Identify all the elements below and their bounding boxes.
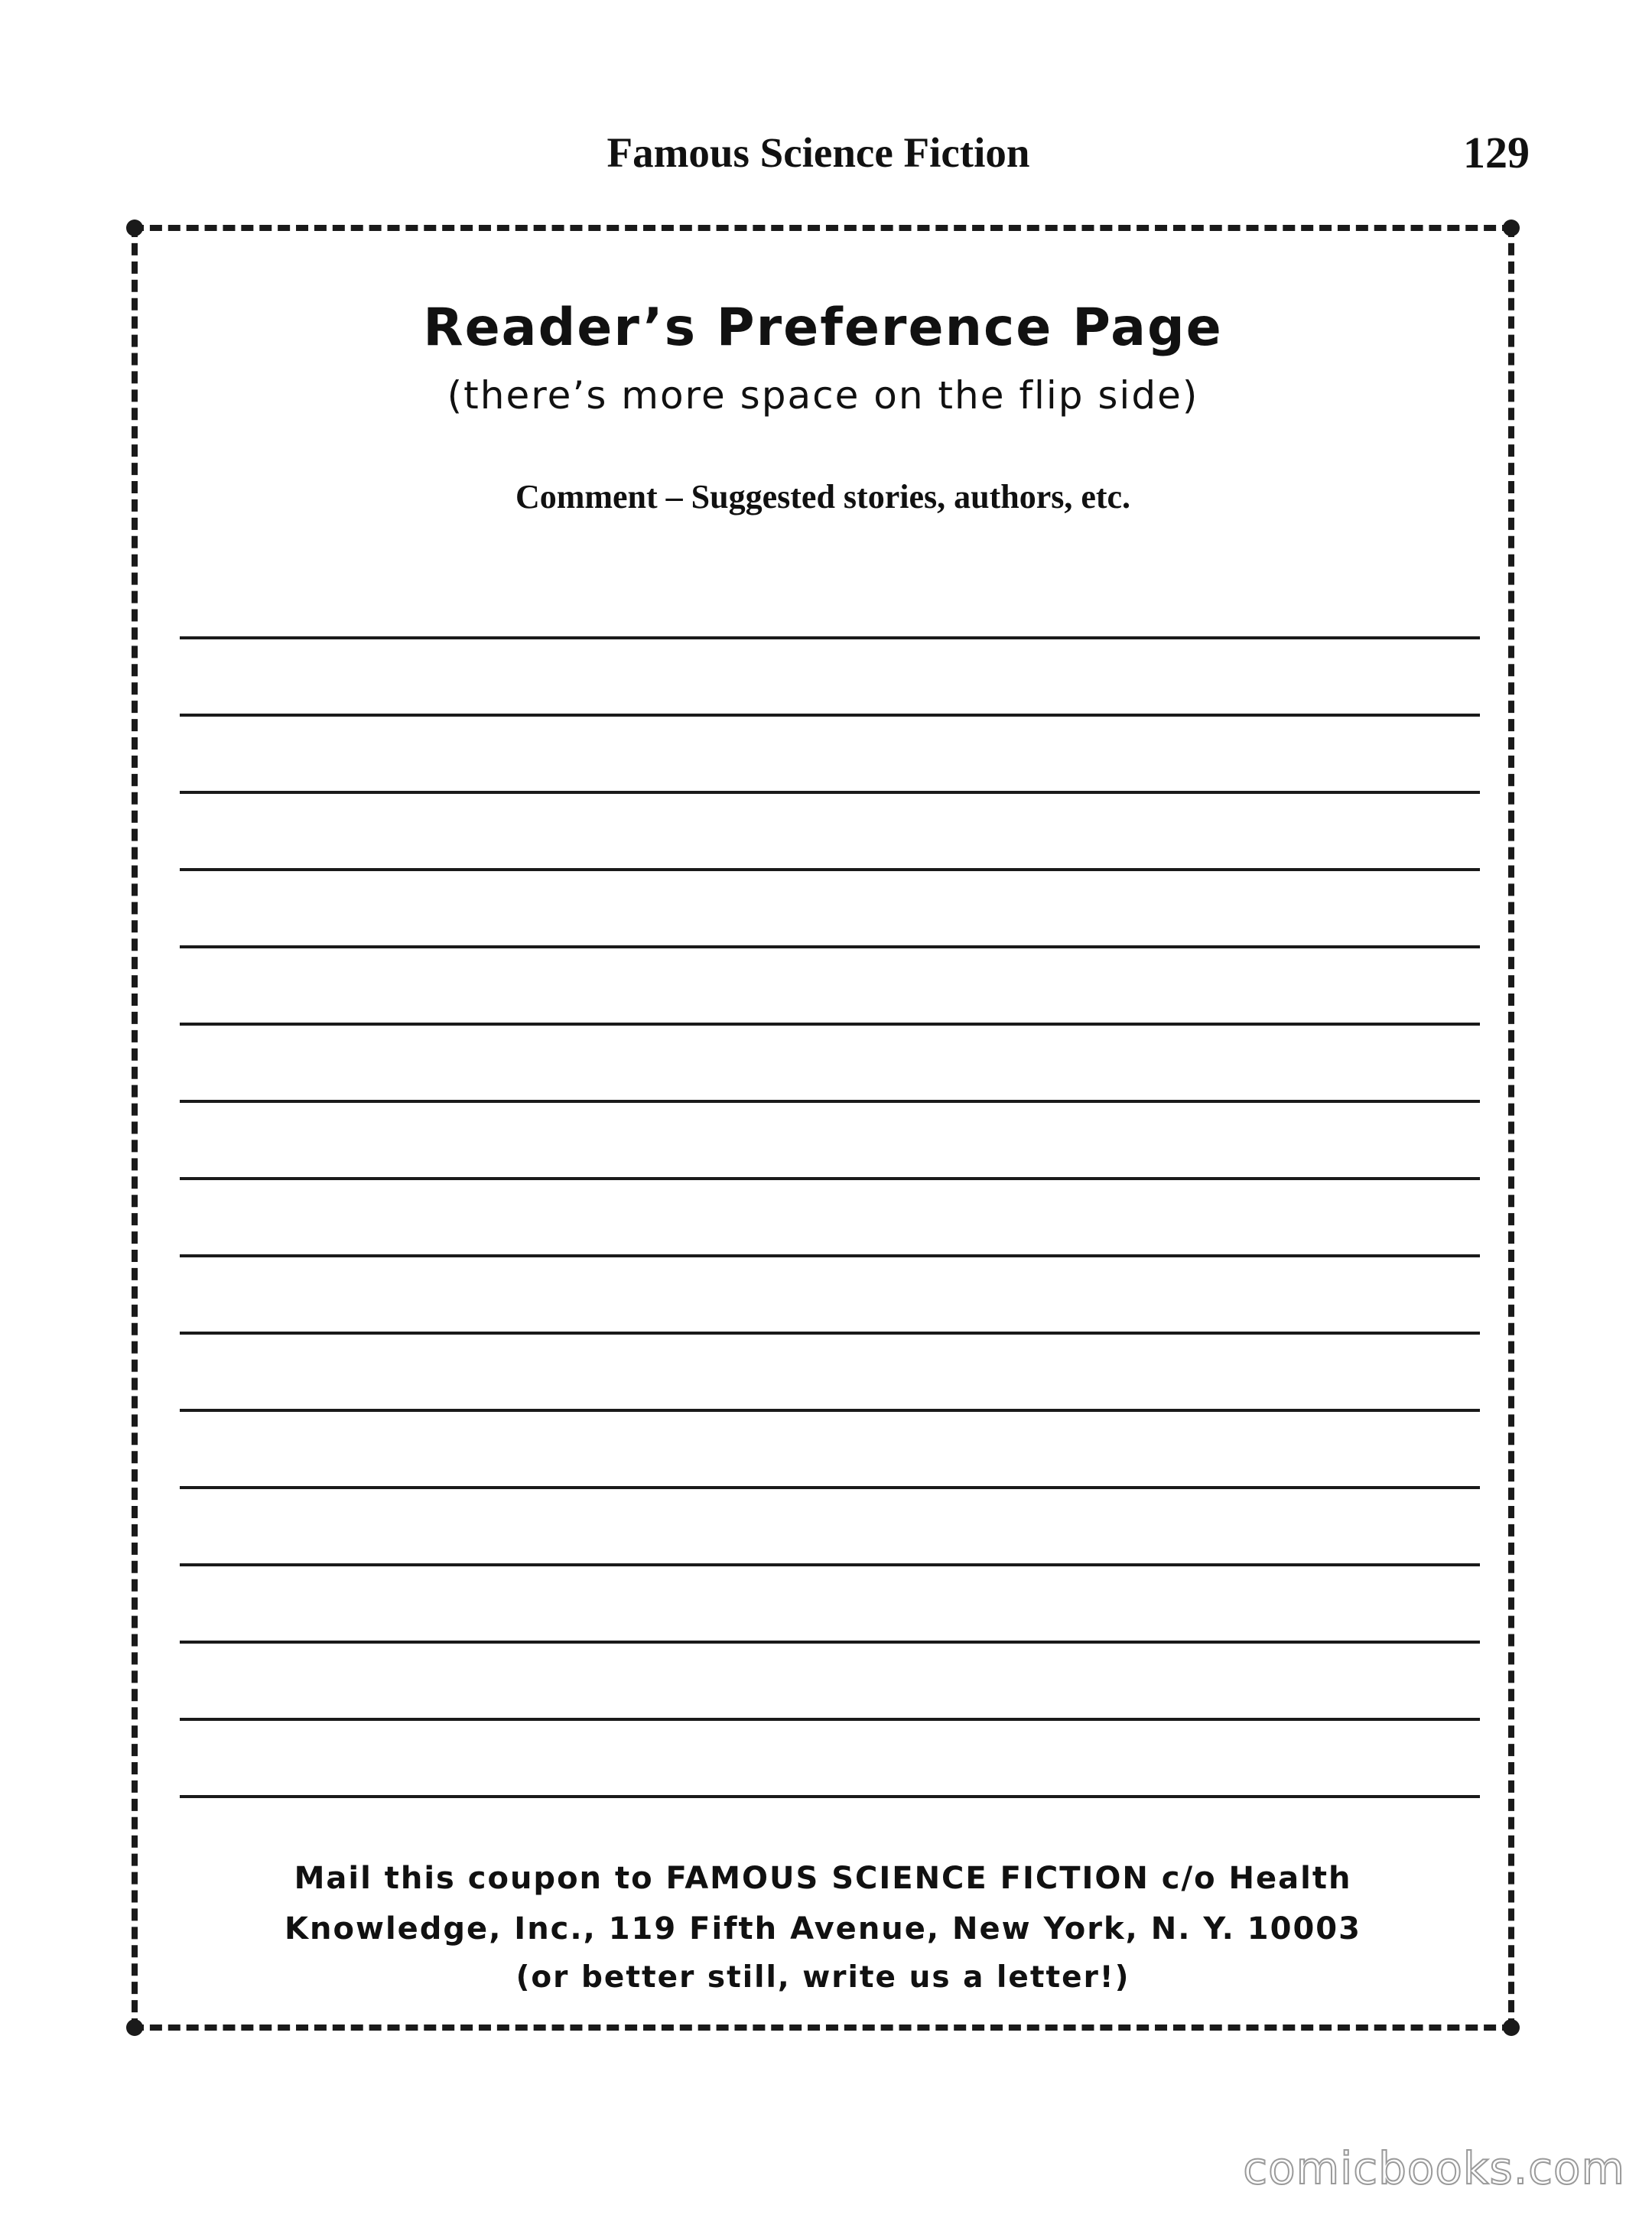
- form-title: Reader’s Preference Page: [423, 298, 1223, 358]
- comment-write-line[interactable]: [180, 1718, 1480, 1721]
- comment-write-line[interactable]: [180, 714, 1480, 717]
- page-number: 129: [1463, 128, 1530, 177]
- comment-write-line[interactable]: [180, 945, 1480, 948]
- comment-write-line[interactable]: [180, 1486, 1480, 1489]
- mailing-instructions-line-2: Knowledge, Inc., 119 Fifth Avenue, New York, N. Y. 10003: [285, 1911, 1361, 1946]
- frame-corner-ornament: [126, 220, 143, 236]
- comment-write-line[interactable]: [180, 636, 1480, 639]
- comment-write-line[interactable]: [180, 1563, 1480, 1566]
- site-watermark: comicbooks.com: [1243, 2142, 1625, 2194]
- running-head: [0, 122, 1652, 184]
- comment-write-line[interactable]: [180, 868, 1480, 871]
- comment-write-line[interactable]: [180, 1177, 1480, 1180]
- comment-write-line[interactable]: [180, 1100, 1480, 1103]
- comment-write-line[interactable]: [180, 1332, 1480, 1335]
- magazine-title: Famous Science Fiction: [606, 129, 1030, 176]
- frame-corner-ornament: [1503, 220, 1520, 236]
- comment-write-line[interactable]: [180, 1641, 1480, 1644]
- frame-corner-ornament: [126, 2019, 143, 2036]
- mailing-instructions-line-1: Mail this coupon to FAMOUS SCIENCE FICTION c/o Health: [294, 1861, 1352, 1896]
- comment-write-line[interactable]: [180, 1795, 1480, 1798]
- frame-corner-ornament: [1503, 2019, 1520, 2036]
- comment-write-line[interactable]: [180, 1254, 1480, 1257]
- comment-write-line[interactable]: [180, 1409, 1480, 1412]
- comment-write-line[interactable]: [180, 791, 1480, 794]
- form-subtitle: (there’s more space on the flip side): [447, 373, 1199, 418]
- comment-prompt: Comment – Suggested stories, authors, etc.: [515, 478, 1131, 515]
- mailing-instructions-line-3: (or better still, write us a letter!): [515, 1960, 1130, 1995]
- coupon-frame: [132, 225, 1514, 2031]
- comment-write-line[interactable]: [180, 1023, 1480, 1026]
